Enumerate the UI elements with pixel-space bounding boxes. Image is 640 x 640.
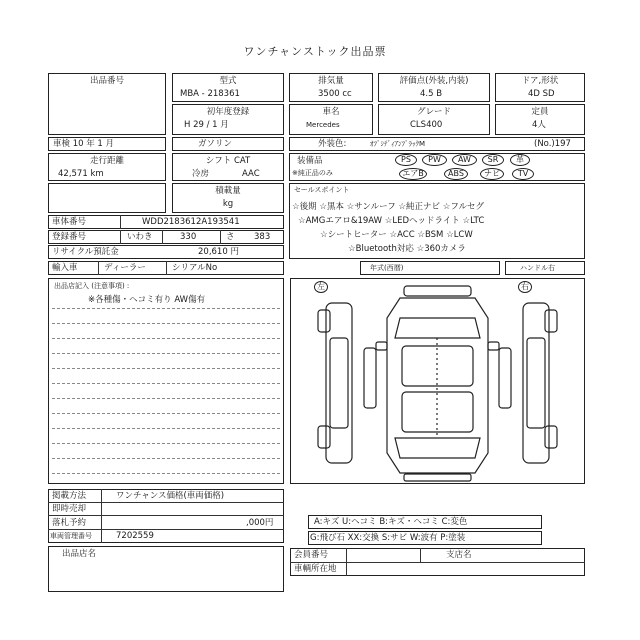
door-label: ドア,形状 [521,76,559,86]
recycle-label: リサイクル預託金 [52,247,119,257]
door-value: 4D SD [528,89,555,99]
right-side-marker: 右 [518,281,532,293]
damage-legend-line-1: A:キズ U:ヘコミ B:キズ・ヘコミ C:変色 [314,517,468,527]
exterior-color-label: 外装色: [318,139,347,149]
lot-number-label: 出品番号 [89,76,124,86]
chassis-value: WDD2183612A193541 [142,217,240,227]
dealer-label: ディーラー [104,263,146,273]
recycle-value: 20,610 円 [198,247,239,257]
plate-area: いわき [127,232,153,242]
equipment-airbag: エアB [399,168,427,180]
grade-label: グレード [416,107,451,117]
plate-kana: さ [226,232,235,242]
grade-value: CLS400 [410,120,443,130]
vehicle-location-label: 車輌所在地 [294,564,337,574]
plate-class: 330 [180,232,197,242]
mileage-value: 42,571 km [58,169,104,179]
registration-value: H 29 / 1 月 [184,120,229,130]
model-label: 型式 [219,76,237,86]
capacity-value: 4人 [532,120,546,130]
mileage-label: 走行距離 [89,156,124,166]
car-damage-diagram [290,278,585,484]
selling-point-line-2: ☆AMGエアロ&19AW ☆LEDヘッドライト ☆LTC [298,216,485,226]
score-value: 4.5 B [420,89,443,99]
displacement-value: 3500 cc [318,89,352,99]
equipment-leather: 革 [510,154,530,166]
load-capacity-label: 積載量 [215,186,241,196]
branch-name-label: 支店名 [446,550,472,560]
registration-label: 初年度登録 [206,107,250,117]
selling-points-label: セールスポイント [294,186,350,194]
immediate-sale-label: 即時売却 [52,504,87,514]
chassis-label: 車体番号 [52,217,87,227]
aircon-value: AAC [242,169,260,179]
exterior-color-value: ｵﾌﾞｼﾃﾞｨｱﾝﾌﾞﾗｯｸM [370,140,426,148]
blank-cell-1 [48,183,166,213]
score-label: 評価点(外装,内装) [399,76,469,86]
serial-label: シリアルNo [172,263,218,273]
selling-point-line-3: ☆シートヒーター ☆ACC ☆BSM ☆LCW [320,230,473,240]
listing-method-label: 掲載方法 [52,491,87,501]
equipment-sr: SR [482,154,504,166]
model-year-label: 年式(西暦) [370,264,404,272]
left-side-marker: 左 [314,281,328,293]
car-name-value: Mercedes [306,121,340,129]
plate-label: 登録番号 [52,232,87,242]
equipment-tv: TV [512,168,534,180]
shift-label: シフト CAT [205,156,251,166]
management-number-label: 車両管理番号 [50,532,92,540]
equipment-pw: PW [422,154,447,166]
equipment-label: 装備品 [297,156,323,166]
equipment-navi: ナビ [480,168,504,180]
equipment-abs: ABS [444,168,468,180]
fuel-value: ガソリン [198,139,233,149]
member-number-label: 会員番号 [294,550,329,560]
sheet-title: ワンチャンストック出品票 [243,45,387,58]
inspection-value: 車検 10 年 1 月 [53,139,115,149]
load-capacity-unit: kg [222,199,234,209]
reserve-label: 落札予約 [52,518,87,528]
import-label: 輸入車 [52,263,78,273]
model-value: MBA - 218361 [180,89,240,99]
selling-point-line-1: ☆後期 ☆黒本 ☆サンルーフ ☆純正ナビ ☆フルセグ [292,202,485,212]
reserve-value: ,000円 [246,518,274,528]
equipment-aw: AW [452,154,477,166]
color-number: (No.)197 [534,139,571,149]
listing-method-value: ワンチャンス価格(車両価格) [116,491,225,501]
equipment-note: ※純正品のみ [292,169,333,177]
notes-label: 出品店記入 (注意事項) : [54,282,130,290]
selling-point-line-4: ☆Bluetooth対応 ☆360カメラ [348,244,466,254]
capacity-label: 定員 [531,107,549,117]
aircon-label: 冷房 [192,169,210,179]
plate-number: 383 [254,232,271,242]
damage-legend-line-2: G:飛び石 XX:交換 S:サビ W:波有 P:塗装 [310,533,466,543]
equipment-ps: PS [395,154,417,166]
notes-line-1: ※各種傷・ヘコミ有り AW傷有 [88,295,206,305]
car-name-label: 車名 [322,107,340,117]
handle-label: ハンドル右 [520,264,555,272]
management-number-value: 7202559 [116,531,154,541]
displacement-label: 排気量 [318,76,344,86]
shop-name-label: 出品店名 [62,549,97,559]
